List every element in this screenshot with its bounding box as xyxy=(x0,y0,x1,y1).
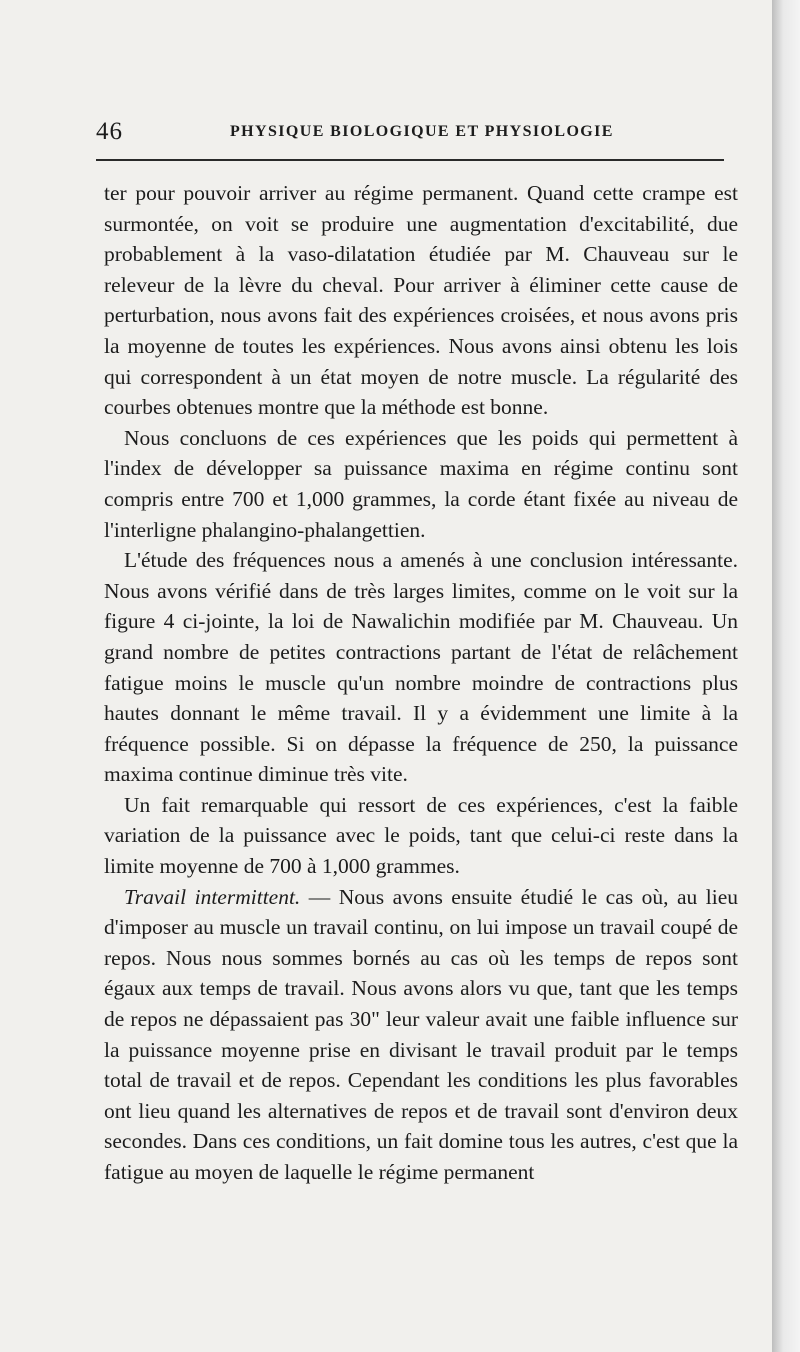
page-header xyxy=(96,118,724,148)
body-text xyxy=(104,178,738,1188)
section-lead: Travail intermittent. xyxy=(124,884,301,909)
paragraph-5 xyxy=(104,882,738,1188)
page-number: 46 xyxy=(96,118,123,145)
header-rule xyxy=(96,159,724,161)
paragraph-5-text: — Nous avons ensuite étudié le cas où, au lieu d'imposer au muscle un travail continu, on lui impose un travail coupé de repos. Nous nous sommes bornés au cas où les temps de repos sont égaux aux temps de travail. Nous avons alors vu que, tant que les temps de repos ne dépassaient pas 30" leur valeur avait une faible influence sur la puissance moyenne prise en divisant le travail produit par le temps total de travail et de repos. Cependant les conditions les plus favorables ont lieu quand les alternatives de repos et de travail sont d'environ deux secondes. Dans ces conditions, un fait domine tous les autres, c'est que la fatigue au moyen de laquelle le régime permanent xyxy=(104,884,738,1184)
running-title: PHYSIQUE BIOLOGIQUE ET PHYSIOLOGIE xyxy=(230,123,614,140)
paragraph-3: L'étude des fréquences nous a amenés à une conclusion intéressante. Nous avons vérifié dans de très larges limites, comme on le voit sur la figure 4 ci-jointe, la loi de Nawalichin modifiée par M. Chauveau. Un grand nombre de petites contractions partant de l'état de relâchement fatigue moins le muscle qu'un nombre moindre de contractions plus hautes donnant le même travail. Il y a évidemment une limite à la fréquence possible. Si on dépasse la fréquence de 250, la puissance maxima continue diminue très vite. xyxy=(104,548,738,787)
paragraph-4: Un fait remarquable qui ressort de ces expériences, c'est la faible variation de la puissance avec le poids, tant que celui-ci reste dans la limite moyenne de 700 à 1,000 grammes. xyxy=(104,792,738,879)
paragraph-1: ter pour pouvoir arriver au régime permanent. Quand cette crampe est surmontée, on voit se produire une augmentation d'excitabilité, due probablement à la vaso-dilatation étudiée par M. Chauveau sur le releveur de la lèvre du cheval. Pour arriver à éliminer cette cause de perturbation, nous avons fait des expériences croisées, et nous avons pris la moyenne de toutes les expériences. Nous avons ainsi obtenu les lois qui correspondent à un état moyen de notre muscle. La régularité des courbes obtenues montre que la méthode est bonne. xyxy=(104,181,738,420)
paragraph-2: Nous concluons de ces expériences que les poids qui permettent à l'index de développer sa puissance maxima en régime continu sont compris entre 700 et 1,000 grammes, la corde étant fixée au niveau de l'interligne phalangino-phalangettien. xyxy=(104,425,738,542)
page-edge xyxy=(772,0,800,1352)
